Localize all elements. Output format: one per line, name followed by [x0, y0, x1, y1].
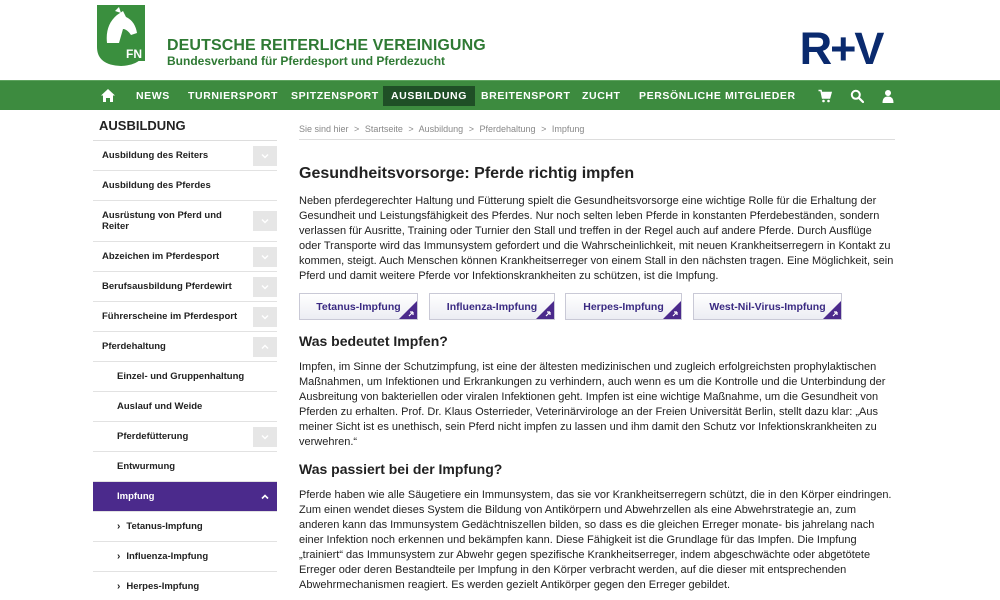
button-label: Influenza-Impfung [446, 300, 538, 313]
section-paragraph-impfen: Impfen, im Sinne der Schutzimpfung, ist eine der ältesten medizinischen und zugleich erfolgreichsten prophylaktischen Maßnahmen, um Infektionen und Erkrankungen zu verhindern, auch wenn es um die Kontrolle und die Unterbindung der Ausbreitung von bakteriellen oder viralen Infektionen geht. Impfen ist eine wichtige Maßnahme, um die Gesundheit von Pferden zu erhalten. Prof. Dr. Klaus Osterrieder, Veterinärvirologe an der Freien Universität Berlin, stellt dazu klar: „Aus meiner Sicht ist es unethisch, sein Pferd nicht impfen zu lassen und ihm damit den Schutz vor Infektionskrankheiten zu verwehren.“ [299, 361, 886, 448]
section-paragraph-impfung: Pferde haben wie alle Säugetiere ein Immunsystem, das sie vor Krankheitserregern schützt, die in den Körper eindringen. Zum einen wendet dieses System die Bildung von Antikörpern und Abwehrzellen als eine Abwehrstrategie an, zum anderen kann das Immunsystem Gedächtniszellen bilden, so dass es die gleichen Erreger monate- bis jahrelang nach einer Infektion noch erkennen und bekämpfen kann. Diese Fähigkeit ist die Grundlage für das Impfen. Die Impfung „trainiert“ das Immunsystem zur Abwehr gegen spezifische Krankheitserreger, indem abgeschwächte oder abgetötete Erreger oder deren Bestandteile per Impfung in den Körper verbracht werden, auf die dieser mit entsprechenden Abwehrmechanismen reagiert. Es werden gezielt Antikörper gegen den Erreger gebildet. [299, 489, 892, 591]
sidebar-item-ausruestung[interactable] [93, 201, 277, 242]
sidebar-expand-toggle[interactable] [253, 146, 277, 166]
nav-item-breitensport[interactable]: BREITENSPORT [481, 90, 571, 102]
sidebar-item-abzeichen[interactable] [93, 242, 277, 272]
sidebar-item-label: Tetanus-Impfung [126, 521, 203, 532]
sidebar-item-pferdefuetterung[interactable] [93, 422, 277, 452]
sidebar-expand-toggle[interactable] [253, 277, 277, 297]
nav-item-zucht[interactable]: ZUCHT [582, 90, 621, 102]
sidebar-item-label: Ausbildung des Pferdes [102, 180, 211, 191]
breadcrumb-item-impfung[interactable]: Impfung [551, 124, 585, 134]
nav-item-news[interactable]: NEWS [136, 90, 170, 102]
section-title-was-bedeutet-impfen: Was bedeutet Impfen? [299, 333, 448, 349]
tetanus-impfung-button[interactable] [299, 293, 418, 320]
sidebar-item-fuehrerscheine[interactable] [93, 302, 277, 332]
breadcrumb-item-pferdehaltung[interactable]: Pferdehaltung [479, 124, 536, 134]
sponsor-logo-text: R+V [799, 26, 883, 68]
sidebar-collapse-toggle[interactable] [253, 337, 277, 357]
sidebar-item-label: Pferdefütterung [117, 431, 189, 442]
chevron-down-icon [261, 253, 269, 261]
influenza-impfung-button[interactable] [429, 293, 555, 320]
intro-paragraph: Neben pferdegerechter Haltung und Fütterung spielt die Gesundheitsvorsorge eine wichtige Rolle für die Erhaltung der Gesundheit und Leistungsfähigkeit des Pferdes. Nur noch selten leben Pferde in konstanten Pferdebeständen, sondern verlassen für Ausritte, Training oder Turnier den Stall und treffen in der Regel auch auf andere Pferde. Durch Ausflüge oder Transporte wird das Immunsystem gefordert und die Wahrscheinlichkeit, mit neuen Krankheitserregern in Kontakt zu kommen, steigt. Auch Menschen können Krankheitserreger von einem Stall in den nächsten tragen. Eine Möglichkeit, sein Pferd und damit weitere Pferde vor Infektionskrankheiten zu schützen, ist die Impfung. [299, 195, 894, 282]
section-title-was-passiert: Was passiert bei der Impfung? [299, 461, 503, 477]
sidebar-collapse-toggle[interactable] [253, 487, 277, 507]
sidebar-expand-toggle[interactable] [253, 307, 277, 327]
site-title: DEUTSCHE REITERLICHE VEREINIGUNG [167, 37, 486, 54]
nav-item-ausbildung[interactable]: AUSBILDUNG [383, 86, 475, 106]
sidebar-item-label: Herpes-Impfung [126, 581, 200, 592]
breadcrumb-separator: > [408, 124, 414, 134]
corner-arrow-icon [536, 301, 554, 319]
chevron-down-icon [261, 313, 269, 321]
nav-item-spitzensport[interactable]: SPITZENSPORT [291, 90, 379, 102]
chevron-right-icon: › [117, 521, 121, 532]
sidebar-item-label: Abzeichen im Pferdesport [102, 251, 220, 262]
sidebar-item-label: Influenza-Impfung [126, 551, 209, 562]
button-label: Herpes-Impfung [583, 300, 664, 313]
sidebar-item-label: Einzel- und Gruppenhaltung [117, 371, 245, 382]
sidebar-item-einzel-gruppenhaltung[interactable] [93, 362, 277, 392]
cart-icon[interactable] [818, 89, 832, 103]
sidebar-item-label: Führerscheine im Pferdesport [102, 311, 238, 322]
west-nil-virus-impfung-button[interactable] [693, 293, 842, 320]
button-label: Tetanus-Impfung [316, 300, 401, 313]
main-navigation [0, 80, 1000, 110]
sidebar-item-label: Ausrüstung von Pferd und Reiter [102, 210, 222, 232]
site-header [0, 0, 1000, 80]
sidebar-expand-toggle[interactable] [253, 427, 277, 447]
user-icon[interactable] [881, 89, 895, 103]
nav-item-persoenliche-mitglieder[interactable]: PERSÖNLICHE MITGLIEDER [639, 90, 796, 102]
chevron-down-icon [261, 152, 269, 160]
breadcrumb-item-ausbildung[interactable]: Ausbildung [418, 124, 464, 134]
sidebar [93, 110, 277, 600]
site-subtitle: Bundesverband für Pferdesport und Pferdezucht [167, 54, 446, 68]
sidebar-item-ausbildung-des-reiters[interactable] [93, 141, 277, 171]
sidebar-item-label: Berufsausbildung Pferdewirt [102, 281, 232, 292]
sidebar-expand-toggle[interactable] [253, 247, 277, 267]
breadcrumb [299, 110, 895, 140]
fn-logo-text: FN [126, 47, 142, 61]
sidebar-item-ausbildung-des-pferdes[interactable] [93, 171, 277, 201]
chevron-up-icon [261, 343, 269, 351]
chevron-down-icon [261, 433, 269, 441]
breadcrumb-prefix: Sie sind hier [299, 124, 349, 134]
sidebar-expand-toggle[interactable] [253, 211, 277, 231]
sidebar-item-herpes-impfung[interactable] [93, 572, 277, 600]
corner-arrow-icon [399, 301, 417, 319]
sidebar-item-label: Impfung [117, 491, 155, 502]
sidebar-item-pferdehaltung[interactable] [93, 332, 277, 362]
chevron-right-icon: › [117, 581, 121, 592]
sidebar-item-label: Pferdehaltung [102, 341, 166, 352]
vaccination-links [299, 293, 895, 320]
sidebar-item-berufsausbildung[interactable] [93, 272, 277, 302]
chevron-right-icon: › [117, 551, 121, 562]
main-content [299, 110, 895, 600]
breadcrumb-item-startseite[interactable]: Startseite [364, 124, 403, 134]
chevron-down-icon [261, 217, 269, 225]
chevron-up-icon [261, 493, 269, 501]
sidebar-title: AUSBILDUNG [93, 110, 277, 141]
fn-logo[interactable] [93, 3, 149, 67]
breadcrumb-separator: > [354, 124, 360, 134]
sponsor-logo[interactable] [786, 26, 896, 68]
sidebar-item-label: Ausbildung des Reiters [102, 150, 209, 161]
herpes-impfung-button[interactable] [565, 293, 682, 320]
brand[interactable] [167, 37, 486, 69]
corner-arrow-icon [823, 301, 841, 319]
search-icon[interactable] [850, 89, 864, 103]
page-title: Gesundheitsvorsorge: Pferde richtig impfen [299, 165, 635, 182]
chevron-down-icon [261, 283, 269, 291]
sidebar-item-tetanus-impfung[interactable] [93, 512, 277, 542]
home-icon[interactable] [100, 88, 116, 103]
sidebar-item-impfung[interactable] [93, 482, 277, 512]
nav-item-turniersport[interactable]: TURNIERSPORT [188, 90, 279, 102]
breadcrumb-separator: > [468, 124, 474, 134]
sidebar-item-label: Auslauf und Weide [117, 401, 203, 412]
corner-arrow-icon [663, 301, 681, 319]
breadcrumb-separator: > [541, 124, 547, 134]
sidebar-item-auslauf-weide[interactable] [93, 392, 277, 422]
sidebar-item-label: Entwurmung [117, 461, 176, 472]
button-label: West-Nil-Virus-Impfung [709, 300, 826, 313]
sidebar-item-entwurmung[interactable] [93, 452, 277, 482]
sidebar-item-influenza-impfung[interactable] [93, 542, 277, 572]
